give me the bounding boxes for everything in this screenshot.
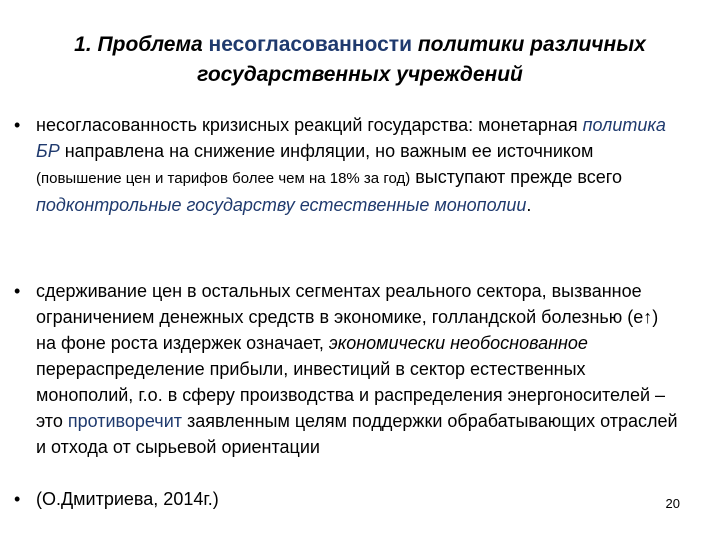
bullet-1-text [36, 112, 682, 218]
bullet-2-part1: сдерживание цен в остальных сегментах реального сектора, вызванное ограничением денежных средств в экономике, голландской болезнью (е↑) на фоне роста издержек означает, [36, 281, 659, 353]
page-number: 20 [665, 496, 680, 511]
bullet-1-policy: политика БР [36, 115, 666, 161]
bullet-1-part3: направлена на снижение инфляции, но важным ее источником [59, 141, 594, 161]
bullet-dot-icon: • [14, 115, 21, 135]
bullet-2-part5: заявленным целям поддержки обрабатывающих отраслей и отхода от сырьевой ориентации [36, 411, 678, 457]
bullet-2-part3: перераспределение прибыли, инвестиций в сектор естественных монополий, г.о. в сферу производства и распределения энергоносителей – это [36, 359, 666, 431]
bullet-1-part5: выступают прежде всего [410, 167, 622, 187]
bullet-1-period: . [526, 195, 532, 215]
title-highlight: несогласованности [208, 33, 412, 56]
bullet-dot-icon: • [14, 489, 21, 509]
bullet-2-contradicts: противоречит [67, 411, 182, 431]
bullet-2-text [36, 278, 682, 460]
bullet-1-monopolies: подконтрольные государству естественные монополии [36, 195, 527, 215]
bullet-2-unjustified: экономически необоснованное [328, 333, 588, 353]
bullet-item-3 [14, 486, 682, 512]
title-part2: политики различных государственных учреждений [197, 33, 646, 86]
bullet-1-note: (повышение цен и тарифов более чем на 18% за год) [36, 170, 411, 187]
bullet-1-part1: несогласованность кризисных реакций государства: монетарная [36, 115, 583, 135]
bullet-dot-icon: • [14, 281, 21, 301]
title-part1: 1. Проблема [74, 33, 209, 56]
bullet-3-citation: (О.Дмитриева, 2014г.) [36, 489, 219, 509]
bullet-item-2 [14, 278, 682, 460]
bullet-item-1 [14, 112, 682, 218]
